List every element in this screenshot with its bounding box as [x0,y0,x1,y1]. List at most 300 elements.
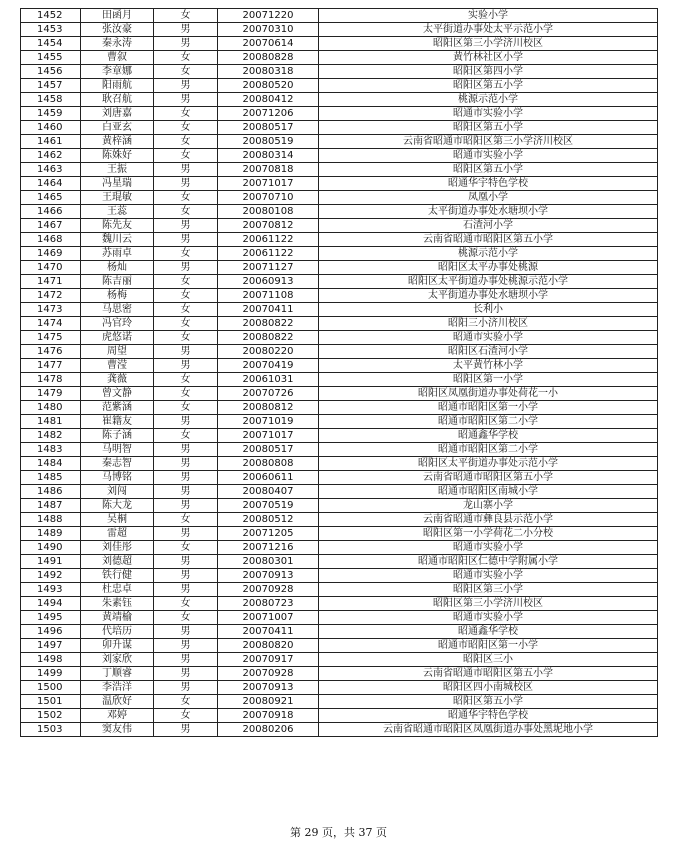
birth-date-cell: 20080812 [218,401,319,415]
table-row [21,373,658,387]
student-name-cell: 黄靖榆 [81,611,154,625]
row-number-cell: 1500 [21,681,81,695]
table-row [21,611,658,625]
row-number-cell: 1466 [21,205,81,219]
birth-date-cell: 20070726 [218,387,319,401]
birth-date-cell: 20080517 [218,121,319,135]
gender-cell: 女 [154,387,218,401]
row-number-cell: 1497 [21,639,81,653]
gender-cell: 男 [154,79,218,93]
school-cell: 昭阳区凤凰街道办事处荷花一小 [319,387,658,401]
birth-date-cell: 20080314 [218,149,319,163]
table-row [21,261,658,275]
row-number-cell: 1502 [21,709,81,723]
gender-cell: 男 [154,625,218,639]
row-number-cell: 1491 [21,555,81,569]
school-cell: 昭通市昭阳区第一小学 [319,401,658,415]
school-cell: 云南省昭通市彝良县示范小学 [319,513,658,527]
row-number-cell: 1472 [21,289,81,303]
table-row [21,233,658,247]
row-number-cell: 1471 [21,275,81,289]
gender-cell: 男 [154,233,218,247]
row-number-cell: 1462 [21,149,81,163]
gender-cell: 男 [154,485,218,499]
table-row [21,443,658,457]
school-cell: 昭阳区第五小学 [319,163,658,177]
birth-date-cell: 20061031 [218,373,319,387]
gender-cell: 男 [154,93,218,107]
gender-cell: 女 [154,695,218,709]
table-row [21,23,658,37]
birth-date-cell: 20080517 [218,443,319,457]
school-cell: 昭阳区第四小学 [319,65,658,79]
student-name-cell: 王振 [81,163,154,177]
student-name-cell: 秦志智 [81,457,154,471]
school-cell: 云南省昭通市昭阳区第五小学 [319,667,658,681]
school-cell: 云南省昭通市昭阳区第三小学济川校区 [319,135,658,149]
gender-cell: 男 [154,667,218,681]
row-number-cell: 1454 [21,37,81,51]
gender-cell: 女 [154,513,218,527]
row-number-cell: 1460 [21,121,81,135]
gender-cell: 女 [154,51,218,65]
birth-date-cell: 20070710 [218,191,319,205]
student-name-cell: 刘唐嘉 [81,107,154,121]
student-table [20,8,658,737]
table-row [21,247,658,261]
gender-cell: 女 [154,317,218,331]
table-row [21,625,658,639]
table-row [21,303,658,317]
table-row [21,331,658,345]
student-name-cell: 刘闯 [81,485,154,499]
gender-cell: 男 [154,639,218,653]
student-name-cell: 周望 [81,345,154,359]
table-row [21,583,658,597]
birth-date-cell: 20080822 [218,331,319,345]
birth-date-cell: 20080520 [218,79,319,93]
row-number-cell: 1456 [21,65,81,79]
birth-date-cell: 20070519 [218,499,319,513]
gender-cell: 男 [154,415,218,429]
table-row [21,205,658,219]
school-cell: 昭通鑫华学校 [319,625,658,639]
table-row [21,359,658,373]
table-row [21,65,658,79]
table-row [21,485,658,499]
school-cell: 昭通华宇特色学校 [319,709,658,723]
school-cell: 昭通市实验小学 [319,569,658,583]
student-name-cell: 冯官玲 [81,317,154,331]
birth-date-cell: 20080723 [218,597,319,611]
table-row [21,513,658,527]
student-name-cell: 曹滢 [81,359,154,373]
student-name-cell: 代培历 [81,625,154,639]
row-number-cell: 1499 [21,667,81,681]
table-row [21,681,658,695]
school-cell: 昭阳区第五小学 [319,121,658,135]
student-name-cell: 魏川云 [81,233,154,247]
table-row [21,415,658,429]
row-number-cell: 1453 [21,23,81,37]
school-cell: 石渣河小学 [319,219,658,233]
table-row [21,667,658,681]
table-row [21,709,658,723]
table-row [21,457,658,471]
birth-date-cell: 20071205 [218,527,319,541]
birth-date-cell: 20070614 [218,37,319,51]
birth-date-cell: 20070928 [218,583,319,597]
birth-date-cell: 20070913 [218,569,319,583]
birth-date-cell: 20071216 [218,541,319,555]
birth-date-cell: 20061122 [218,247,319,261]
student-name-cell: 冯星瑞 [81,177,154,191]
gender-cell: 男 [154,23,218,37]
birth-date-cell: 20080108 [218,205,319,219]
school-cell: 昭通市昭阳区第二小学 [319,415,658,429]
page-footer: 第 29 页，共 37 页 [290,826,387,839]
table-row [21,527,658,541]
table-row [21,177,658,191]
student-name-cell: 阳雨航 [81,79,154,93]
birth-date-cell: 20071108 [218,289,319,303]
table-row [21,219,658,233]
student-name-cell: 白亚玄 [81,121,154,135]
school-cell: 昭通市昭阳区第二小学 [319,443,658,457]
student-name-cell: 刘家欣 [81,653,154,667]
row-number-cell: 1463 [21,163,81,177]
birth-date-cell: 20071007 [218,611,319,625]
school-cell: 昭阳区太平办事处桃源 [319,261,658,275]
gender-cell: 女 [154,107,218,121]
student-name-cell: 杨梅 [81,289,154,303]
student-name-cell: 范紫涵 [81,401,154,415]
school-cell: 昭通市实验小学 [319,611,658,625]
gender-cell: 女 [154,709,218,723]
student-name-cell: 崔籍友 [81,415,154,429]
school-cell: 昭通市实验小学 [319,541,658,555]
row-number-cell: 1487 [21,499,81,513]
birth-date-cell: 20080206 [218,723,319,737]
gender-cell: 女 [154,247,218,261]
row-number-cell: 1457 [21,79,81,93]
row-number-cell: 1498 [21,653,81,667]
student-name-cell: 李章娜 [81,65,154,79]
table-row [21,93,658,107]
birth-date-cell: 20080220 [218,345,319,359]
student-name-cell: 曾文静 [81,387,154,401]
gender-cell: 男 [154,555,218,569]
gender-cell: 男 [154,37,218,51]
birth-date-cell: 20071017 [218,429,319,443]
gender-cell: 女 [154,275,218,289]
gender-cell: 女 [154,331,218,345]
table-row [21,387,658,401]
student-name-cell: 温欣好 [81,695,154,709]
student-name-cell: 雷超 [81,527,154,541]
row-number-cell: 1478 [21,373,81,387]
table-body [21,9,658,737]
gender-cell: 女 [154,611,218,625]
gender-cell: 男 [154,219,218,233]
student-name-cell: 邓婷 [81,709,154,723]
school-cell: 昭通市昭阳区仁德中学附属小学 [319,555,658,569]
birth-date-cell: 20080318 [218,65,319,79]
student-name-cell: 张汝豪 [81,23,154,37]
gender-cell: 男 [154,177,218,191]
student-name-cell: 铁行健 [81,569,154,583]
birth-date-cell: 20071220 [218,9,319,23]
student-name-cell: 王蕊 [81,205,154,219]
table-row [21,555,658,569]
student-name-cell: 田函月 [81,9,154,23]
row-number-cell: 1452 [21,9,81,23]
row-number-cell: 1483 [21,443,81,457]
birth-date-cell: 20080407 [218,485,319,499]
student-name-cell: 陈姝好 [81,149,154,163]
student-name-cell: 马博铭 [81,471,154,485]
row-number-cell: 1459 [21,107,81,121]
school-cell: 太平街道办事处水塘坝小学 [319,205,658,219]
row-number-cell: 1493 [21,583,81,597]
table-row [21,695,658,709]
row-number-cell: 1501 [21,695,81,709]
school-cell: 桃源示范小学 [319,93,658,107]
gender-cell: 女 [154,429,218,443]
table-row [21,121,658,135]
student-name-cell: 陈吉丽 [81,275,154,289]
gender-cell: 男 [154,653,218,667]
gender-cell: 女 [154,121,218,135]
gender-cell: 女 [154,541,218,555]
row-number-cell: 1455 [21,51,81,65]
birth-date-cell: 20060611 [218,471,319,485]
student-name-cell: 卯升谋 [81,639,154,653]
student-name-cell: 马思密 [81,303,154,317]
student-name-cell: 窦友伟 [81,723,154,737]
gender-cell: 女 [154,191,218,205]
table-row [21,597,658,611]
birth-date-cell: 20080820 [218,639,319,653]
birth-date-cell: 20070411 [218,625,319,639]
row-number-cell: 1473 [21,303,81,317]
row-number-cell: 1496 [21,625,81,639]
gender-cell: 男 [154,527,218,541]
row-number-cell: 1481 [21,415,81,429]
row-number-cell: 1477 [21,359,81,373]
table-row [21,345,658,359]
row-number-cell: 1480 [21,401,81,415]
row-number-cell: 1503 [21,723,81,737]
gender-cell: 女 [154,135,218,149]
row-number-cell: 1486 [21,485,81,499]
row-number-cell: 1485 [21,471,81,485]
school-cell: 昭阳区太平街道办事处示范小学 [319,457,658,471]
table-row [21,275,658,289]
table-row [21,723,658,737]
row-number-cell: 1476 [21,345,81,359]
student-name-cell: 马明智 [81,443,154,457]
table-row [21,37,658,51]
row-number-cell: 1489 [21,527,81,541]
gender-cell: 男 [154,443,218,457]
table-row [21,51,658,65]
school-cell: 云南省昭通市昭阳区第五小学 [319,471,658,485]
school-cell: 昭阳区太平街道办事处桃源示范小学 [319,275,658,289]
school-cell: 云南省昭通市昭阳区第五小学 [319,233,658,247]
gender-cell: 女 [154,401,218,415]
row-number-cell: 1475 [21,331,81,345]
student-name-cell: 虎悠诺 [81,331,154,345]
birth-date-cell: 20070818 [218,163,319,177]
gender-cell: 女 [154,303,218,317]
school-cell: 昭阳三小济川校区 [319,317,658,331]
birth-date-cell: 20070918 [218,709,319,723]
table-row [21,401,658,415]
birth-date-cell: 20080301 [218,555,319,569]
row-number-cell: 1492 [21,569,81,583]
birth-date-cell: 20071206 [218,107,319,121]
school-cell: 昭通鑫华学校 [319,429,658,443]
school-cell: 昭阳区石渣河小学 [319,345,658,359]
birth-date-cell: 20080822 [218,317,319,331]
gender-cell: 男 [154,681,218,695]
row-number-cell: 1488 [21,513,81,527]
table-row [21,135,658,149]
table-row [21,639,658,653]
table-row [21,163,658,177]
birth-date-cell: 20070913 [218,681,319,695]
birth-date-cell: 20080828 [218,51,319,65]
school-cell: 桃源示范小学 [319,247,658,261]
birth-date-cell: 20070419 [218,359,319,373]
row-number-cell: 1484 [21,457,81,471]
gender-cell: 男 [154,359,218,373]
student-name-cell: 黄梓涵 [81,135,154,149]
table-row [21,429,658,443]
school-cell: 昭通市实验小学 [319,149,658,163]
gender-cell: 女 [154,373,218,387]
birth-date-cell: 20071127 [218,261,319,275]
birth-date-cell: 20070812 [218,219,319,233]
school-cell: 云南省昭通市昭阳区凤凰街道办事处黑坭地小学 [319,723,658,737]
row-number-cell: 1469 [21,247,81,261]
student-name-cell: 龚薇 [81,373,154,387]
gender-cell: 女 [154,9,218,23]
table-row [21,9,658,23]
school-cell: 昭阳区三小 [319,653,658,667]
birth-date-cell: 20070928 [218,667,319,681]
school-cell: 昭阳区第一小学荷花二小分校 [319,527,658,541]
school-cell: 长利小 [319,303,658,317]
row-number-cell: 1464 [21,177,81,191]
student-name-cell: 秦永涛 [81,37,154,51]
table-row [21,107,658,121]
gender-cell: 女 [154,149,218,163]
school-cell: 昭阳区第三小学 [319,583,658,597]
student-name-cell: 陈大龙 [81,499,154,513]
row-number-cell: 1479 [21,387,81,401]
student-name-cell: 刘德超 [81,555,154,569]
school-cell: 龙山寨小学 [319,499,658,513]
gender-cell: 女 [154,289,218,303]
student-name-cell: 王琨敏 [81,191,154,205]
gender-cell: 男 [154,261,218,275]
table-row [21,499,658,513]
table-row [21,317,658,331]
gender-cell: 女 [154,65,218,79]
school-cell: 昭阳区四小南城校区 [319,681,658,695]
table-row [21,541,658,555]
gender-cell: 男 [154,457,218,471]
birth-date-cell: 20080808 [218,457,319,471]
school-cell: 昭阳区第三小学济川校区 [319,597,658,611]
school-cell: 实验小学 [319,9,658,23]
row-number-cell: 1474 [21,317,81,331]
school-cell: 昭通华宇特色学校 [319,177,658,191]
school-cell: 昭通市实验小学 [319,107,658,121]
gender-cell: 男 [154,345,218,359]
gender-cell: 男 [154,569,218,583]
gender-cell: 男 [154,471,218,485]
row-number-cell: 1470 [21,261,81,275]
birth-date-cell: 20080412 [218,93,319,107]
gender-cell: 男 [154,583,218,597]
table-row [21,653,658,667]
birth-date-cell: 20071017 [218,177,319,191]
gender-cell: 女 [154,597,218,611]
student-name-cell: 耿召航 [81,93,154,107]
student-name-cell: 李浩洋 [81,681,154,695]
table-row [21,191,658,205]
school-cell: 昭通市实验小学 [319,331,658,345]
student-name-cell: 苏雨卓 [81,247,154,261]
gender-cell: 男 [154,723,218,737]
row-number-cell: 1490 [21,541,81,555]
table-row [21,569,658,583]
birth-date-cell: 20080519 [218,135,319,149]
row-number-cell: 1465 [21,191,81,205]
row-number-cell: 1468 [21,233,81,247]
school-cell: 太平黄竹林小学 [319,359,658,373]
birth-date-cell: 20061122 [218,233,319,247]
school-cell: 昭通市昭阳区第一小学 [319,639,658,653]
row-number-cell: 1495 [21,611,81,625]
school-cell: 凤凰小学 [319,191,658,205]
student-name-cell: 陈先友 [81,219,154,233]
school-cell: 昭阳区第一小学 [319,373,658,387]
table-row [21,289,658,303]
student-name-cell: 吴桐 [81,513,154,527]
school-cell: 昭阳区第五小学 [319,79,658,93]
school-cell: 昭阳区第三小学济川校区 [319,37,658,51]
school-cell: 昭通市昭阳区南城小学 [319,485,658,499]
gender-cell: 男 [154,499,218,513]
birth-date-cell: 20060913 [218,275,319,289]
student-name-cell: 杨灿 [81,261,154,275]
birth-date-cell: 20080921 [218,695,319,709]
school-cell: 昭阳区第五小学 [319,695,658,709]
row-number-cell: 1458 [21,93,81,107]
birth-date-cell: 20071019 [218,415,319,429]
student-name-cell: 曹叙 [81,51,154,65]
row-number-cell: 1494 [21,597,81,611]
school-cell: 太平街道办事处水塘坝小学 [319,289,658,303]
student-name-cell: 陈子涵 [81,429,154,443]
birth-date-cell: 20070310 [218,23,319,37]
birth-date-cell: 20070917 [218,653,319,667]
school-cell: 黄竹林社区小学 [319,51,658,65]
